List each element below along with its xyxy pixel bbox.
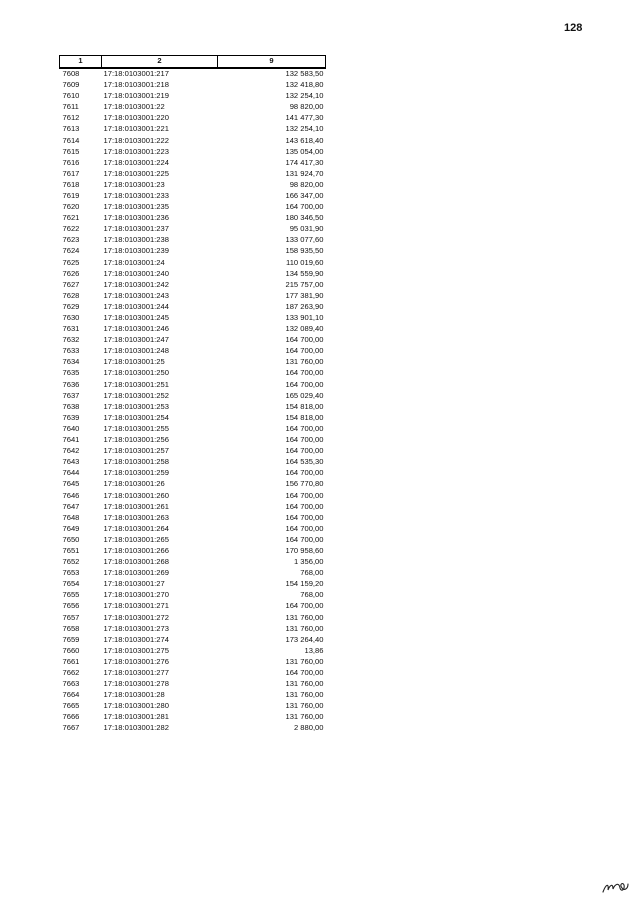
table-row bbox=[60, 468, 326, 479]
row-number-cell: 7617 bbox=[62, 168, 80, 178]
cadastral-number-cell: 17:18:0103001:25 bbox=[103, 357, 165, 367]
table-row bbox=[60, 646, 326, 657]
value-cell: 131 760,00 bbox=[285, 623, 324, 633]
cadastral-number-cell: 17:18:0103001:266 bbox=[103, 545, 169, 555]
value-cell: 177 381,90 bbox=[285, 290, 324, 300]
value-cell: 173 264,40 bbox=[285, 634, 324, 644]
cadastral-number-cell: 17:18:0103001:27 bbox=[103, 579, 165, 589]
cadastral-number-cell: 17:18:0103001:28 bbox=[103, 690, 165, 700]
value-cell: 187 263,90 bbox=[285, 301, 324, 311]
cadastral-number-cell: 17:18:0103001:246 bbox=[103, 324, 169, 334]
cadastral-number-cell: 17:18:0103001:276 bbox=[103, 656, 169, 666]
cadastral-number-cell: 17:18:0103001:282 bbox=[103, 723, 169, 733]
value-cell: 154 818,00 bbox=[285, 401, 324, 411]
row-number-cell: 7643 bbox=[62, 457, 80, 467]
table-row bbox=[60, 80, 326, 91]
table-row bbox=[60, 590, 326, 601]
cadastral-number-cell: 17:18:0103001:253 bbox=[103, 401, 169, 411]
cadastral-number-cell: 17:18:0103001:237 bbox=[103, 224, 169, 234]
table-row bbox=[60, 413, 326, 424]
value-cell: 165 029,40 bbox=[285, 390, 324, 400]
cadastral-number-cell: 17:18:0103001:261 bbox=[103, 501, 169, 511]
row-number-cell: 7651 bbox=[62, 545, 80, 555]
row-number-cell: 7666 bbox=[62, 712, 80, 722]
value-cell: 131 760,00 bbox=[285, 712, 324, 722]
cadastral-number-cell: 17:18:0103001:264 bbox=[103, 523, 169, 533]
value-cell: 768,00 bbox=[300, 590, 324, 600]
table-row bbox=[60, 213, 326, 224]
row-number-cell: 7614 bbox=[62, 135, 80, 145]
header-col-2: 2 bbox=[102, 56, 218, 68]
table-row bbox=[60, 402, 326, 413]
cadastral-number-cell: 17:18:0103001:255 bbox=[103, 423, 169, 433]
table-row bbox=[60, 679, 326, 690]
value-cell: 164 700,00 bbox=[285, 668, 324, 677]
value-cell: 95 031,90 bbox=[289, 224, 324, 234]
value-cell: 180 346,50 bbox=[285, 213, 324, 223]
value-cell: 164 700,00 bbox=[285, 423, 324, 433]
row-number-cell: 7619 bbox=[62, 190, 80, 200]
row-number-cell: 7649 bbox=[62, 523, 80, 533]
table-row bbox=[60, 368, 326, 379]
value-cell: 164 700,00 bbox=[285, 468, 324, 478]
row-number-cell: 7660 bbox=[62, 645, 80, 655]
table-row bbox=[60, 302, 326, 313]
cadastral-number-cell: 17:18:0103001:239 bbox=[103, 246, 169, 256]
row-number-cell: 7608 bbox=[62, 68, 80, 78]
row-number-cell: 7609 bbox=[62, 80, 80, 90]
row-number-cell: 7638 bbox=[62, 401, 80, 411]
cadastral-number-cell: 17:18:0103001:280 bbox=[103, 701, 169, 711]
cadastral-number-cell: 17:18:0103001:238 bbox=[103, 235, 169, 245]
table-row bbox=[60, 91, 326, 102]
handwritten-signature bbox=[600, 880, 630, 894]
value-cell: 1 356,00 bbox=[293, 557, 324, 567]
cadastral-number-cell: 17:18:0103001:263 bbox=[103, 512, 169, 522]
value-cell: 131 760,00 bbox=[285, 357, 324, 367]
table-row bbox=[60, 579, 326, 590]
cadastral-number-cell: 17:18:0103001:219 bbox=[103, 91, 169, 101]
row-number-cell: 7616 bbox=[62, 157, 80, 167]
table-row bbox=[60, 335, 326, 346]
cadastral-number-cell: 17:18:0103001:258 bbox=[103, 457, 169, 467]
cadastral-number-cell: 17:18:0103001:247 bbox=[103, 335, 169, 345]
table-row bbox=[60, 446, 326, 457]
row-number-cell: 7655 bbox=[62, 590, 80, 600]
value-cell: 164 700,00 bbox=[285, 346, 324, 356]
row-number-cell: 7662 bbox=[62, 668, 80, 677]
table-row bbox=[60, 135, 326, 146]
table-row bbox=[60, 102, 326, 113]
table-row bbox=[60, 313, 326, 324]
value-cell: 132 254,10 bbox=[285, 91, 324, 101]
table-row bbox=[60, 246, 326, 257]
value-cell: 164 700,00 bbox=[285, 490, 324, 500]
value-cell: 133 901,10 bbox=[285, 313, 324, 322]
row-number-cell: 7623 bbox=[62, 235, 80, 245]
cadastral-number-cell: 17:18:0103001:243 bbox=[103, 290, 169, 300]
value-cell: 2 880,00 bbox=[293, 723, 324, 733]
value-cell: 131 760,00 bbox=[285, 701, 324, 711]
table-row bbox=[60, 690, 326, 701]
table-row bbox=[60, 635, 326, 646]
cadastral-number-cell: 17:18:0103001:224 bbox=[103, 157, 169, 167]
cadastral-number-cell: 17:18:0103001:222 bbox=[103, 135, 169, 145]
cadastral-number-cell: 17:18:0103001:272 bbox=[103, 612, 169, 622]
cadastral-number-cell: 17:18:0103001:254 bbox=[103, 412, 169, 422]
row-number-cell: 7610 bbox=[62, 91, 80, 101]
row-number-cell: 7622 bbox=[62, 224, 80, 234]
table-row bbox=[60, 379, 326, 390]
table-row bbox=[60, 113, 326, 124]
row-number-cell: 7653 bbox=[62, 568, 80, 578]
cadastral-number-cell: 17:18:0103001:22 bbox=[103, 102, 165, 112]
cadastral-number-cell: 17:18:0103001:24 bbox=[103, 257, 165, 267]
row-number-cell: 7661 bbox=[62, 656, 80, 666]
row-number-cell: 7636 bbox=[62, 379, 80, 389]
value-cell: 164 700,00 bbox=[285, 202, 324, 212]
row-number-cell: 7650 bbox=[62, 534, 80, 544]
value-cell: 98 820,00 bbox=[289, 102, 324, 112]
value-cell: 164 535,30 bbox=[285, 457, 324, 467]
value-cell: 131 760,00 bbox=[285, 656, 324, 666]
row-number-cell: 7654 bbox=[62, 579, 80, 589]
row-number-cell: 7642 bbox=[62, 446, 80, 456]
row-number-cell: 7648 bbox=[62, 512, 80, 522]
value-cell: 98 820,00 bbox=[289, 179, 324, 189]
row-number-cell: 7625 bbox=[62, 257, 80, 267]
table-row bbox=[60, 124, 326, 135]
cadastral-number-cell: 17:18:0103001:275 bbox=[103, 645, 169, 655]
table-row bbox=[60, 723, 326, 734]
table-row bbox=[60, 324, 326, 335]
row-number-cell: 7665 bbox=[62, 701, 80, 711]
row-number-cell: 7612 bbox=[62, 113, 80, 123]
value-cell: 170 958,60 bbox=[285, 545, 324, 555]
table-row bbox=[60, 535, 326, 546]
value-cell: 166 347,00 bbox=[285, 190, 324, 200]
cadastral-number-cell: 17:18:0103001:277 bbox=[103, 668, 169, 677]
row-number-cell: 7641 bbox=[62, 435, 80, 445]
row-number-cell: 7635 bbox=[62, 368, 80, 378]
row-number-cell: 7646 bbox=[62, 490, 80, 500]
value-cell: 154 818,00 bbox=[285, 412, 324, 422]
cadastral-number-cell: 17:18:0103001:252 bbox=[103, 390, 169, 400]
row-number-cell: 7611 bbox=[62, 102, 79, 112]
table-row bbox=[60, 158, 326, 169]
cadastral-number-cell: 17:18:0103001:217 bbox=[103, 68, 169, 78]
value-cell: 132 418,80 bbox=[285, 80, 324, 90]
table-row bbox=[60, 202, 326, 213]
row-number-cell: 7637 bbox=[62, 390, 80, 400]
table-row bbox=[60, 180, 326, 191]
cadastral-number-cell: 17:18:0103001:281 bbox=[103, 712, 169, 722]
row-number-cell: 7613 bbox=[62, 124, 80, 134]
row-number-cell: 7631 bbox=[62, 324, 80, 334]
row-number-cell: 7656 bbox=[62, 601, 80, 611]
table-row bbox=[60, 391, 326, 402]
row-number-cell: 7627 bbox=[62, 279, 80, 289]
table-row bbox=[60, 490, 326, 501]
value-cell: 164 700,00 bbox=[285, 446, 324, 456]
table-row bbox=[60, 623, 326, 634]
row-number-cell: 7644 bbox=[62, 468, 80, 478]
cadastral-number-cell: 17:18:0103001:274 bbox=[103, 634, 169, 644]
cadastral-number-cell: 17:18:0103001:257 bbox=[103, 446, 169, 456]
table-row bbox=[60, 169, 326, 180]
row-number-cell: 7633 bbox=[62, 346, 80, 356]
table-row bbox=[60, 457, 326, 468]
table-row bbox=[60, 712, 326, 723]
table-row bbox=[60, 657, 326, 668]
table-row bbox=[60, 146, 326, 157]
value-cell: 158 935,50 bbox=[285, 246, 324, 256]
cadastral-number-cell: 17:18:0103001:251 bbox=[103, 379, 169, 389]
value-cell: 132 089,40 bbox=[285, 324, 324, 334]
table-header-row bbox=[60, 56, 326, 68]
table-row bbox=[60, 357, 326, 368]
row-number-cell: 7659 bbox=[62, 634, 80, 644]
table-row bbox=[60, 612, 326, 623]
table-row bbox=[60, 268, 326, 279]
value-cell: 164 700,00 bbox=[285, 501, 324, 511]
table-row bbox=[60, 668, 326, 679]
value-cell: 164 700,00 bbox=[285, 534, 324, 544]
value-cell: 141 477,30 bbox=[285, 113, 324, 123]
cadastral-number-cell: 17:18:0103001:236 bbox=[103, 213, 169, 223]
cadastral-number-cell: 17:18:0103001:250 bbox=[103, 368, 169, 378]
page-number: 128 bbox=[564, 22, 583, 34]
table-row bbox=[60, 68, 326, 80]
cadastral-number-cell: 17:18:0103001:278 bbox=[103, 679, 169, 689]
table-row bbox=[60, 557, 326, 568]
value-cell: 132 583,50 bbox=[285, 68, 324, 78]
cadastral-number-cell: 17:18:0103001:221 bbox=[103, 124, 169, 134]
value-cell: 164 700,00 bbox=[285, 601, 324, 611]
row-number-cell: 7620 bbox=[62, 202, 80, 212]
cadastral-number-cell: 17:18:0103001:245 bbox=[103, 313, 169, 322]
value-cell: 110 019,60 bbox=[286, 257, 324, 267]
table-row bbox=[60, 346, 326, 357]
cadastral-number-cell: 17:18:0103001:218 bbox=[103, 80, 169, 90]
cadastral-number-cell: 17:18:0103001:244 bbox=[103, 301, 169, 311]
value-cell: 156 770,80 bbox=[285, 479, 324, 489]
value-cell: 164 700,00 bbox=[285, 379, 324, 389]
row-number-cell: 7667 bbox=[62, 723, 80, 733]
table-row bbox=[60, 424, 326, 435]
row-number-cell: 7647 bbox=[62, 501, 80, 511]
row-number-cell: 7628 bbox=[62, 290, 80, 300]
cadastral-number-cell: 17:18:0103001:248 bbox=[103, 346, 169, 356]
row-number-cell: 7624 bbox=[62, 246, 80, 256]
cadastral-number-cell: 17:18:0103001:256 bbox=[103, 435, 169, 445]
cadastral-number-cell: 17:18:0103001:268 bbox=[103, 557, 169, 567]
value-cell: 131 760,00 bbox=[285, 690, 324, 700]
table-body bbox=[60, 68, 326, 735]
value-cell: 174 417,30 bbox=[285, 157, 324, 167]
cadastral-number-cell: 17:18:0103001:259 bbox=[103, 468, 169, 478]
value-cell: 164 700,00 bbox=[285, 435, 324, 445]
value-cell: 164 700,00 bbox=[285, 368, 324, 378]
cadastral-number-cell: 17:18:0103001:26 bbox=[103, 479, 165, 489]
table-row bbox=[60, 291, 326, 302]
row-number-cell: 7618 bbox=[62, 179, 80, 189]
cadastral-value-table bbox=[59, 55, 326, 734]
value-cell: 164 700,00 bbox=[285, 512, 324, 522]
table-row bbox=[60, 546, 326, 557]
table-row bbox=[60, 568, 326, 579]
table-row bbox=[60, 701, 326, 712]
row-number-cell: 7657 bbox=[62, 612, 80, 622]
row-number-cell: 7663 bbox=[62, 679, 80, 689]
cadastral-number-cell: 17:18:0103001:225 bbox=[103, 168, 169, 178]
value-cell: 164 700,00 bbox=[285, 335, 324, 345]
cadastral-number-cell: 17:18:0103001:260 bbox=[103, 490, 169, 500]
value-cell: 131 924,70 bbox=[285, 168, 324, 178]
row-number-cell: 7629 bbox=[62, 301, 80, 311]
table-row bbox=[60, 435, 326, 446]
value-cell: 133 077,60 bbox=[285, 235, 324, 245]
cadastral-number-cell: 17:18:0103001:235 bbox=[103, 202, 169, 212]
value-cell: 154 159,20 bbox=[285, 579, 324, 589]
row-number-cell: 7632 bbox=[62, 335, 80, 345]
row-number-cell: 7621 bbox=[62, 213, 80, 223]
row-number-cell: 7615 bbox=[62, 146, 80, 156]
value-cell: 134 559,90 bbox=[285, 268, 324, 278]
value-cell: 131 760,00 bbox=[285, 612, 324, 622]
cadastral-number-cell: 17:18:0103001:269 bbox=[103, 568, 169, 578]
value-cell: 143 618,40 bbox=[285, 135, 324, 145]
table-row bbox=[60, 191, 326, 202]
value-cell: 164 700,00 bbox=[285, 523, 324, 533]
value-cell: 131 760,00 bbox=[285, 679, 324, 689]
table-row bbox=[60, 524, 326, 535]
value-cell: 135 054,00 bbox=[285, 146, 324, 156]
cadastral-number-cell: 17:18:0103001:220 bbox=[103, 113, 169, 123]
row-number-cell: 7639 bbox=[62, 412, 80, 422]
row-number-cell: 7645 bbox=[62, 479, 80, 489]
table-row bbox=[60, 280, 326, 291]
cadastral-number-cell: 17:18:0103001:265 bbox=[103, 534, 169, 544]
row-number-cell: 7640 bbox=[62, 423, 80, 433]
cadastral-number-cell: 17:18:0103001:273 bbox=[103, 623, 169, 633]
table-row bbox=[60, 257, 326, 268]
cadastral-number-cell: 17:18:0103001:233 bbox=[103, 190, 169, 200]
row-number-cell: 7634 bbox=[62, 357, 80, 367]
table-row bbox=[60, 479, 326, 490]
value-cell: 768,00 bbox=[300, 568, 324, 578]
row-number-cell: 7658 bbox=[62, 623, 80, 633]
cadastral-number-cell: 17:18:0103001:240 bbox=[103, 268, 169, 278]
row-number-cell: 7652 bbox=[62, 557, 80, 567]
table-row bbox=[60, 235, 326, 246]
value-cell: 132 254,10 bbox=[285, 124, 324, 134]
table-row bbox=[60, 601, 326, 612]
row-number-cell: 7630 bbox=[62, 313, 80, 322]
header-col-1: 1 bbox=[60, 56, 102, 68]
row-number-cell: 7664 bbox=[62, 690, 80, 700]
header-col-9: 9 bbox=[218, 56, 326, 68]
row-number-cell: 7626 bbox=[62, 268, 80, 278]
cadastral-number-cell: 17:18:0103001:271 bbox=[103, 601, 169, 611]
table-row bbox=[60, 501, 326, 512]
cadastral-number-cell: 17:18:0103001:223 bbox=[103, 146, 169, 156]
value-cell: 215 757,00 bbox=[285, 279, 324, 289]
value-cell: 13,86 bbox=[304, 645, 324, 655]
cadastral-number-cell: 17:18:0103001:270 bbox=[103, 590, 169, 600]
cadastral-number-cell: 17:18:0103001:23 bbox=[103, 179, 165, 189]
cadastral-number-cell: 17:18:0103001:242 bbox=[103, 279, 169, 289]
table-row bbox=[60, 224, 326, 235]
table-row bbox=[60, 513, 326, 524]
